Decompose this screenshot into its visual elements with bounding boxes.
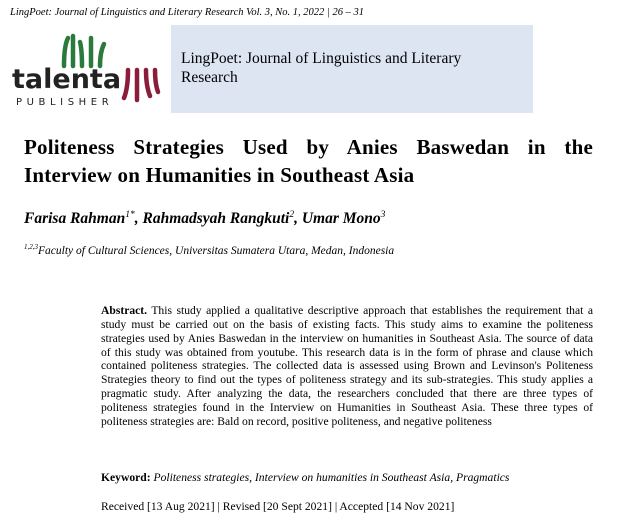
author-name: Umar Mono — [301, 210, 381, 228]
author-mark: 1* — [125, 210, 135, 220]
abstract — [101, 304, 593, 429]
keyword-label: Keyword: — [101, 471, 151, 484]
affiliation-text: Faculty of Cultural Sciences, Universitas Sumatera Utara, Medan, Indonesia — [38, 244, 395, 257]
keywords — [101, 471, 509, 484]
journal-title: LingPoet: Journal of Linguistics and Literary Research — [181, 50, 462, 86]
abstract-text: This study applied a qualitative descriptive approach that establishes the requirement that a study must be carried out on the basis of existing facts. This study aims to examine the politeness strategies used by Anies Baswedan in the interview on humanities in Southeast Asia. The source of data of this study was obtained from youtube. This research data is in the form of phrase and clause which contained politeness strategies. The collected data is assessed using Brown and Levinson's Politeness Strategies theory to find out the types of politeness strategy and its sub-strategies. This study applies a pragmatic study. After analyzing the data, the researchers concluded that there are three types of politeness strategies found in the Interview on Humanities in Southeast Asia. These three types of politeness strategies are: Bald on record, positive politeness, and negative politeness — [101, 304, 593, 428]
author-list: Farisa Rahman$^{1*}$, Rahmadsyah Rangkuti$^2$, Umar Mono$^3$ — [24, 210, 386, 228]
author-name: Rahmadsyah Rangkuti — [142, 210, 290, 228]
logo-wordmark: talenta — [12, 64, 122, 95]
running-head: LingPoet: Journal of Linguistics and Literary Research Vol. 3, No. 1, 2022 | 26 – 31 — [10, 7, 364, 18]
abstract-label: Abstract. — [101, 304, 148, 317]
logo-subtitle: PUBLISHER — [16, 97, 114, 108]
submission-history: Received [13 Aug 2021] | Revised [20 Sept 2021] | Accepted [14 Nov 2021] — [101, 500, 455, 513]
affiliation — [24, 243, 394, 257]
affiliation-marks: 1,2,3 — [24, 243, 38, 251]
author-mark: 2 — [289, 210, 295, 220]
author-name: Farisa Rahman — [24, 210, 126, 228]
paper-title: Politeness Strategies Used by Anies Baswedan in the Interview on Humanities in Southeast Asia — [24, 135, 593, 187]
author-mark: 3 — [380, 210, 386, 220]
journal-banner — [171, 25, 533, 113]
keyword-text: Politeness strategies, Interview on humanities in Southeast Asia, Pragmatics — [153, 471, 510, 484]
talenta-publisher-logo — [10, 26, 170, 110]
